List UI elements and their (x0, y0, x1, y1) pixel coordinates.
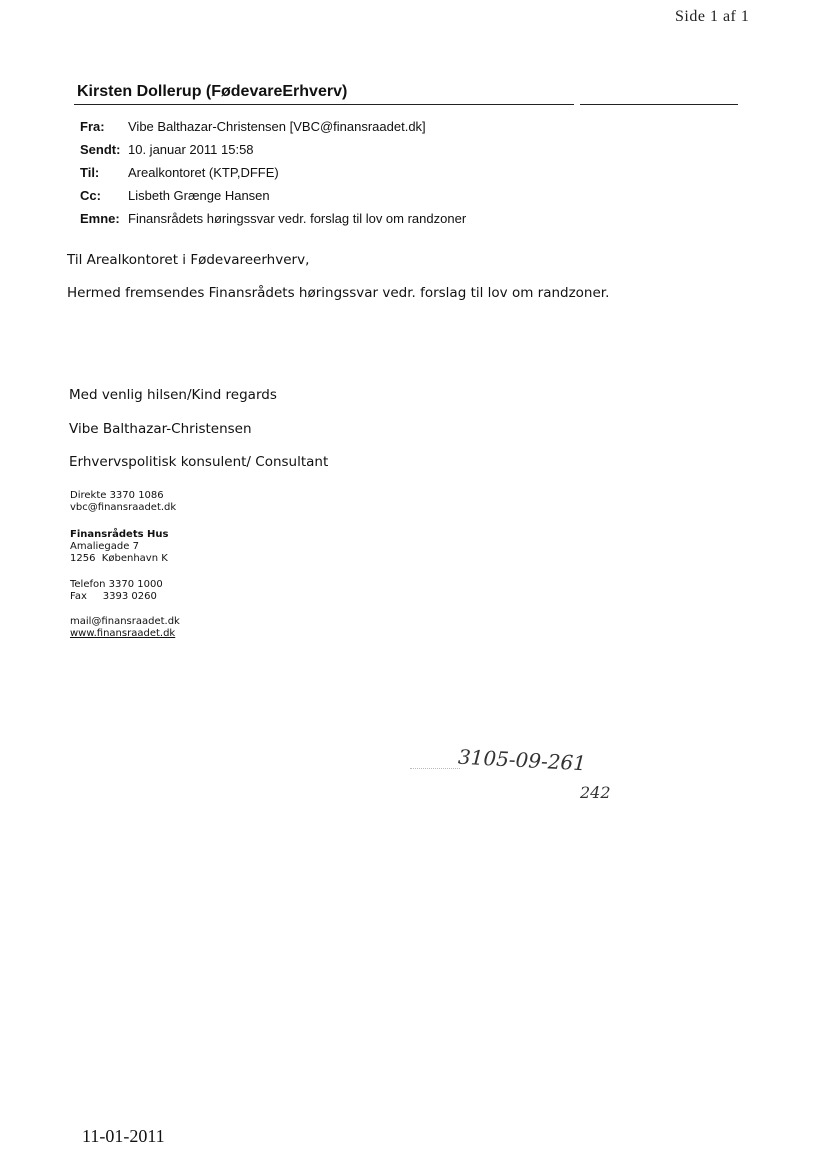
sender-name: Vibe Balthazar-Christensen (69, 421, 252, 437)
fax-number: Fax 3393 0260 (70, 591, 157, 602)
closing: Med venlig hilsen/Kind regards (69, 387, 277, 403)
organization-name: Finansrådets Hus (70, 529, 169, 540)
from-value: Vibe Balthazar-Christensen [VBC@finansraadet.dk] (128, 119, 426, 134)
salutation: Til Arealkontoret i Fødevareerhverv, (67, 252, 310, 268)
header-divider (74, 104, 574, 105)
header-cc (80, 188, 466, 211)
handwritten-sub-number: 242 (580, 783, 611, 802)
organization-phone (70, 579, 163, 603)
subject-value: Finansrådets høringssvar vedr. forslag til lov om randzoner (128, 211, 467, 226)
general-email-link[interactable]: mail@finansraadet.dk (70, 616, 180, 627)
header-to (80, 165, 466, 188)
organization-address (70, 529, 168, 565)
city-address: 1256 København K (70, 553, 168, 564)
handwritten-journal-number: 3105-09-261 (457, 744, 587, 776)
footer-date: 11-01-2011 (82, 1126, 165, 1146)
header-sent (80, 142, 466, 165)
to-value: Arealkontoret (KTP,DFFE) (128, 165, 279, 180)
sent-value: 10. januar 2011 15:58 (128, 142, 254, 157)
message-text: Hermed fremsendes Finansrådets høringssvar vedr. forslag til lov om randzoner. (67, 285, 610, 301)
cc-label: Cc: (80, 188, 101, 203)
from-label: Fra: (80, 119, 105, 134)
street-address: Amaliegade 7 (70, 541, 139, 552)
email-header-fields (80, 119, 466, 234)
sender-title: Erhvervspolitisk konsulent/ Consultant (69, 454, 329, 470)
cc-value: Lisbeth Grænge Hansen (128, 188, 270, 203)
sender-email: vbc@finansraadet.dk (70, 502, 177, 513)
header-subject (80, 211, 466, 234)
header-from (80, 119, 466, 142)
organization-web (70, 616, 180, 640)
header-divider-short (580, 104, 738, 105)
direct-contact (70, 490, 176, 514)
subject-label: Emne: (80, 211, 120, 226)
to-label: Til: (80, 165, 100, 180)
page-number: Side 1 af 1 (675, 8, 750, 25)
scan-artifact (410, 768, 460, 769)
phone-number: Telefon 3370 1000 (70, 579, 163, 590)
website-link[interactable]: www.finansraadet.dk (70, 628, 176, 639)
mailbox-owner: Kirsten Dollerup (FødevareErhverv) (77, 83, 348, 100)
direct-phone: Direkte 3370 1086 (70, 490, 164, 501)
sent-label: Sendt: (80, 142, 121, 157)
